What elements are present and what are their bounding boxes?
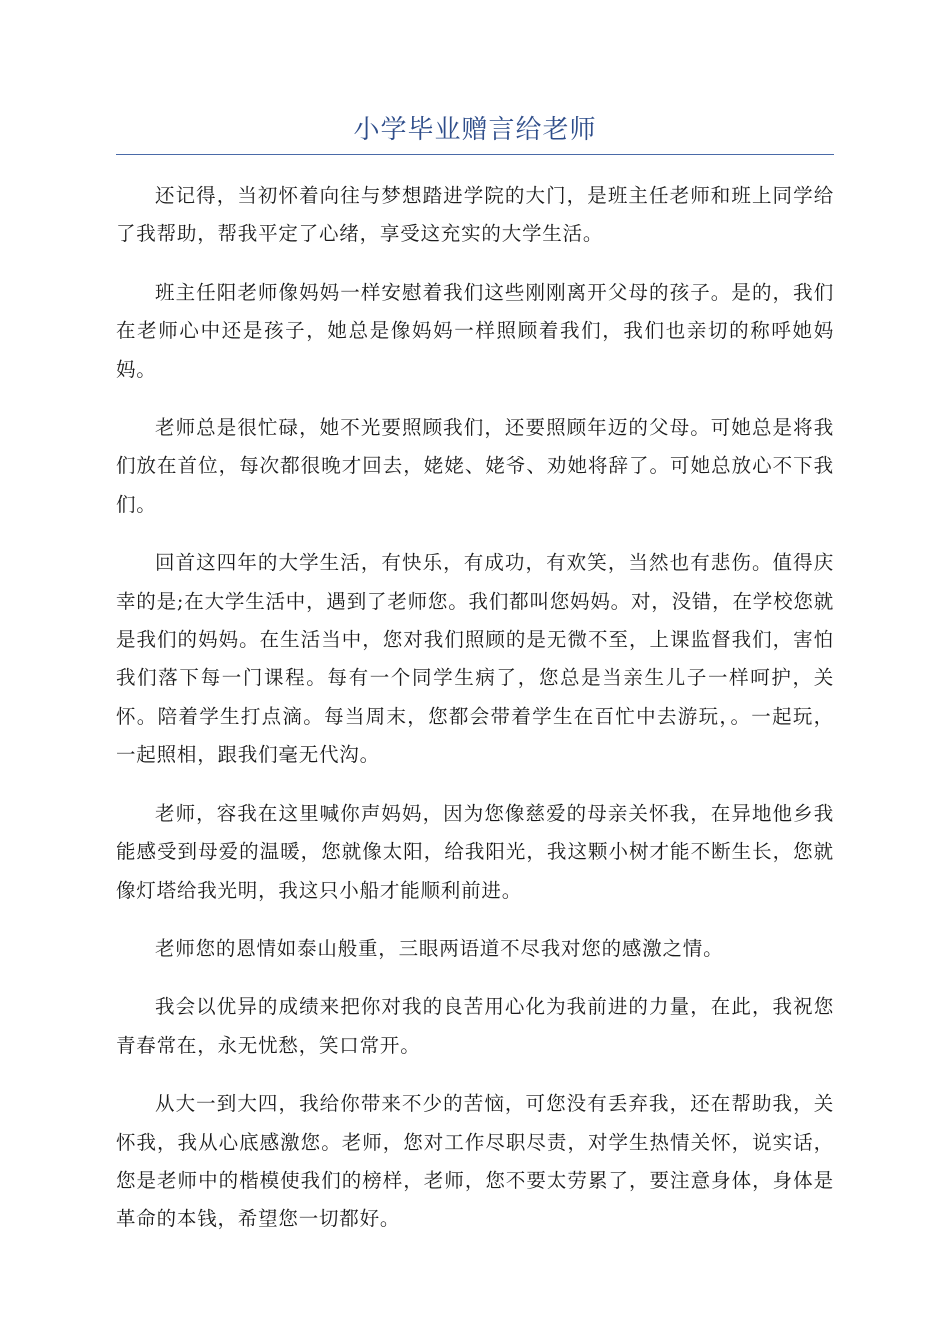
document-title: 小学毕业赠言给老师 [353, 115, 597, 145]
document-page [116, 108, 834, 1259]
paragraph: 还记得，当初怀着向往与梦想踏进学院的大门，是班主任老师和班上同学给了我帮助，帮我平定了心绪，享受这充实的大学生活。 [116, 184, 834, 246]
document-body [116, 177, 834, 1239]
title-underline [116, 154, 834, 155]
paragraph: 老师总是很忙碌，她不光要照顾我们，还要照顾年迈的父母。可她总是将我们放在首位，每次都很晚才回去，姥姥、姥爷、劝她将辞了。可她总放心不下我们。 [116, 416, 834, 516]
paragraph: 老师您的恩情如泰山般重，三眼两语道不尽我对您的感激之情。 [155, 936, 724, 960]
paragraph: 从大一到大四，我给你带来不少的苦恼，可您没有丢弃我，还在帮助我，关怀我，我从心底感激您。老师，您对工作尽职尽责，对学生热情关怀，说实话，您是老师中的楷模使我们的榜样，老师，您不要太劳累了，要注意身体，身体是革命的本钱，希望您一切都好。 [116, 1092, 834, 1231]
paragraph: 回首这四年的大学生活，有快乐，有成功，有欢笑，当然也有悲伤。值得庆幸的是;在大学生活中，遇到了老师您。我们都叫您妈妈。对，没错，在学校您就是我们的妈妈。在生活当中，您对我们照顾的是无微不至，上课监督我们，害怕我们落下每一门课程。每有一个同学生病了，您总是当亲生儿子一样呵护，关怀。陪着学生打点滴。每当周末，您都会带着学生在百忙中去游玩，。一起玩，一起照相，跟我们毫无代沟。 [116, 551, 834, 767]
paragraph: 班主任阳老师像妈妈一样安慰着我们这些刚刚离开父母的孩子。是的，我们在老师心中还是孩子，她总是像妈妈一样照顾着我们，我们也亲切的称呼她妈妈。 [116, 280, 834, 381]
paragraph: 老师，容我在这里喊你声妈妈，因为您像慈爱的母亲关怀我，在异地他乡我能感受到母爱的温暖，您就像太阳，给我阳光，我这颗小树才能不断生长，您就像灯塔给我光明，我这只小船才能顺利前进。 [116, 801, 834, 902]
paragraph: 我会以优异的成绩来把你对我的良苦用心化为我前进的力量，在此，我祝您青春常在，永无忧愁，笑口常开。 [116, 995, 834, 1057]
